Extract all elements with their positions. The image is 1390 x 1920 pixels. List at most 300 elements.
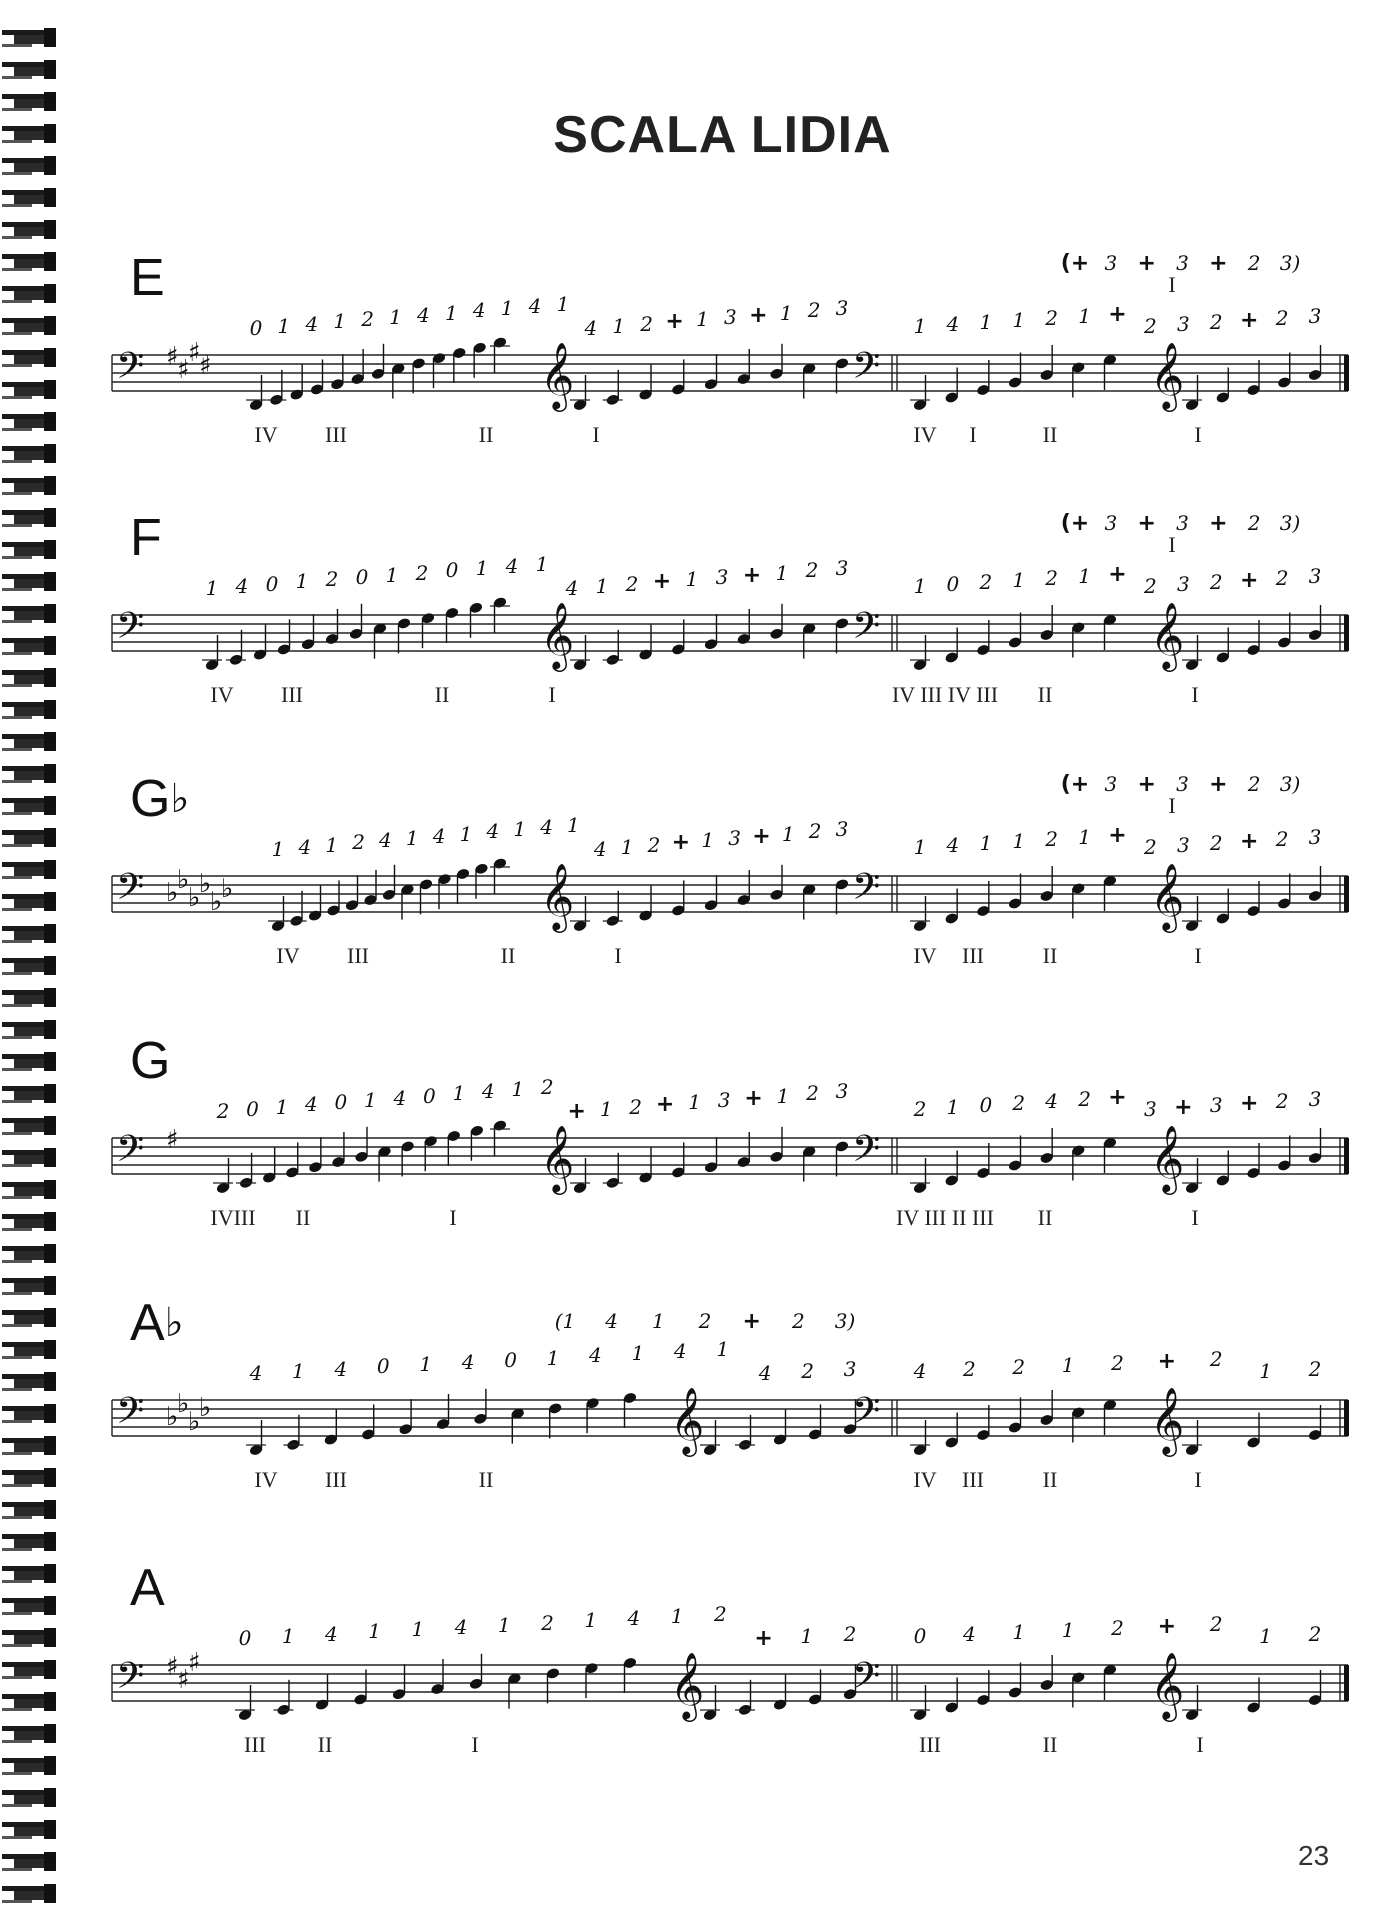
note: [623, 1657, 638, 1693]
note: [1246, 881, 1261, 917]
treble-clef: 𝄞: [1150, 601, 1185, 669]
fingering: +: [1108, 302, 1127, 327]
string-label: II: [478, 1467, 494, 1492]
alternate-fingering: +: [1209, 251, 1228, 276]
note: [1008, 353, 1023, 389]
fingering: 2: [1078, 1087, 1091, 1111]
note: [236, 1153, 256, 1189]
fingering: 2: [808, 819, 822, 843]
alternate-fingering: 3: [1104, 251, 1118, 275]
string-label: I: [614, 943, 622, 968]
string-label: IV: [913, 1467, 937, 1492]
note: [773, 1675, 788, 1711]
page-number: 23: [1298, 1840, 1330, 1871]
note: [308, 886, 323, 922]
flat-sign: ♭: [177, 1389, 190, 1419]
fingering: 4: [946, 833, 960, 857]
note: [603, 891, 623, 927]
fingering: 2: [1012, 1091, 1026, 1115]
note: [213, 1158, 233, 1194]
note: [354, 1127, 369, 1163]
fingering: +: [1108, 562, 1127, 587]
fingering: 2: [1012, 1355, 1026, 1379]
alternate-fingering: (1: [554, 1309, 576, 1333]
note: [423, 1135, 438, 1171]
fingering: 1: [1061, 1618, 1075, 1642]
note: [1182, 896, 1202, 932]
note: [323, 1410, 338, 1446]
flat-sign: ♭: [166, 878, 179, 908]
fingering: 1: [779, 301, 793, 325]
fingering: 2: [805, 558, 819, 582]
note: [1008, 613, 1023, 649]
fingering: 0: [376, 1354, 390, 1378]
fingering: 4: [758, 1361, 772, 1385]
fingering: +: [1174, 1095, 1193, 1120]
note: [371, 344, 386, 380]
note: [391, 362, 406, 398]
fingering: 1: [411, 1617, 425, 1641]
fingering: 4: [379, 828, 392, 852]
note: [773, 1410, 788, 1446]
staff-system: [112, 770, 1349, 968]
note: [910, 375, 930, 411]
fingering: 2: [352, 830, 365, 854]
note: [623, 1392, 638, 1428]
key-label: [130, 1294, 184, 1352]
string-label: I: [1194, 1467, 1202, 1492]
fingering: 3: [1308, 825, 1322, 849]
string-label: II: [478, 422, 494, 447]
note: [802, 883, 817, 919]
fingering: 1: [325, 833, 339, 857]
fingering: 1: [781, 822, 795, 846]
fingering: 0: [946, 572, 960, 596]
string-label: I: [1194, 422, 1202, 447]
fingering: 3: [728, 826, 741, 850]
fingering: 1: [567, 813, 580, 837]
note: [456, 868, 471, 904]
fingering: 4: [325, 1622, 338, 1646]
note: [1308, 866, 1323, 902]
note: [1308, 1128, 1323, 1164]
fingering: 1: [1259, 1359, 1272, 1383]
fingering: 2: [843, 1622, 857, 1646]
bass-clef: 𝄢: [116, 345, 145, 396]
string-label: III: [325, 422, 347, 447]
note: [1103, 354, 1118, 390]
alternate-fingering: 3): [1279, 772, 1301, 796]
fingering: 2: [629, 1095, 643, 1119]
note: [769, 1127, 784, 1163]
fingering: 3: [1176, 833, 1190, 857]
fingering: 1: [775, 561, 789, 585]
fingering: 1: [271, 837, 285, 861]
fingering: 1: [368, 1619, 382, 1643]
fingering: 1: [535, 552, 549, 576]
key-letter: A: [130, 1294, 165, 1352]
fingering: 4: [298, 835, 312, 859]
fingering: 2: [540, 1075, 554, 1099]
note: [1071, 1144, 1086, 1180]
fingering: 1: [776, 1084, 790, 1108]
fingering: +: [1157, 1349, 1177, 1374]
fingering: 1: [1012, 829, 1026, 853]
sharp-sign: ♯: [188, 1648, 201, 1678]
alternate-fingering: 3: [1176, 511, 1189, 535]
string-label: III: [919, 1732, 941, 1757]
note: [1103, 614, 1118, 650]
note: [445, 607, 460, 643]
alternate-fingering: +: [1209, 511, 1228, 536]
note: [1277, 353, 1292, 389]
note: [808, 1404, 823, 1440]
fingering: 4: [454, 1615, 468, 1639]
fingering: +: [1239, 568, 1259, 593]
key-label: [130, 1032, 170, 1090]
fingering: 2: [806, 1081, 819, 1105]
fingering: 2: [1275, 1089, 1289, 1113]
fingering: 1: [599, 1097, 613, 1121]
bass-clef: 𝄢: [116, 1390, 145, 1441]
fingering: 1: [913, 314, 927, 338]
note: [910, 635, 930, 671]
note: [584, 1662, 599, 1698]
string-label: IV: [276, 943, 300, 968]
fingering: 1: [497, 1613, 511, 1637]
treble-clef: 𝄞: [670, 1386, 705, 1454]
note: [473, 1389, 488, 1425]
fingering: 4: [305, 312, 319, 336]
fingering: 4: [528, 294, 542, 318]
key-letter: F: [130, 509, 162, 567]
note: [735, 1680, 755, 1716]
fingering: 2: [1275, 827, 1289, 851]
string-label: IVIII: [210, 1205, 256, 1230]
page-title: SCALA LIDIA: [553, 106, 892, 164]
fingering: 1: [275, 1095, 289, 1119]
fingering: 2: [361, 307, 374, 331]
note: [1008, 1136, 1023, 1172]
note: [802, 362, 817, 398]
fingering: 4: [417, 303, 430, 327]
note: [976, 1670, 991, 1706]
string-label: III: [325, 1467, 347, 1492]
fingering: 4: [486, 819, 500, 843]
note: [1103, 1137, 1118, 1173]
fingering: +: [671, 830, 691, 855]
fingering: 2: [216, 1099, 230, 1123]
fingering: 0: [355, 565, 369, 589]
flat-sign: ♭: [188, 1407, 201, 1437]
note: [1182, 635, 1202, 671]
bass-clef: 𝄢: [852, 866, 881, 917]
bass-clef: 𝄢: [116, 1128, 145, 1179]
fingering: 2: [541, 1611, 554, 1635]
fingering: 2: [1209, 570, 1223, 594]
note: [638, 625, 653, 661]
fingering: 3: [835, 817, 849, 841]
string-label: IV: [254, 1467, 278, 1492]
note: [976, 1143, 991, 1179]
fingering: 1: [979, 831, 993, 855]
note: [1039, 1390, 1054, 1426]
note: [802, 622, 817, 658]
string-label: I: [592, 422, 600, 447]
string-label: III: [962, 1467, 984, 1492]
fingering: +: [749, 303, 768, 328]
fingering: 4: [481, 1079, 495, 1103]
fingering: 1: [1078, 564, 1091, 588]
string-label: IV: [254, 422, 278, 447]
note: [585, 1397, 600, 1433]
note: [671, 880, 686, 916]
note: [1182, 1158, 1202, 1194]
fingering: 1: [1259, 1624, 1272, 1648]
note: [1308, 345, 1323, 381]
alternate-fingering: 3: [1104, 772, 1118, 796]
alternate-fingering: 3): [834, 1309, 856, 1333]
note: [603, 370, 623, 406]
string-label: IV: [913, 943, 937, 968]
fingering: 3: [835, 556, 849, 580]
note: [1071, 1671, 1086, 1707]
fingering: 4: [1045, 1089, 1059, 1113]
alternate-fingering: (+: [1060, 772, 1090, 797]
note: [1039, 605, 1054, 641]
note: [400, 1140, 415, 1176]
note: [1103, 1399, 1118, 1435]
bass-clef: 𝄢: [116, 1655, 145, 1706]
fingering: 3: [1209, 1093, 1223, 1117]
note: [638, 1148, 653, 1184]
note: [671, 619, 686, 655]
fingering: +: [1157, 1614, 1177, 1639]
fingering: 0: [445, 558, 459, 582]
string-label: III: [281, 682, 303, 707]
sharp-sign: ♯: [177, 1665, 190, 1695]
string-label: II: [1037, 682, 1053, 707]
note: [1071, 361, 1086, 397]
note: [910, 1420, 930, 1456]
flat-sign: ♭: [221, 874, 234, 904]
fingering: 2: [1045, 566, 1059, 590]
key-letter: G: [130, 770, 171, 828]
fingering: +: [567, 1099, 586, 1124]
fingering: 0: [913, 1624, 927, 1648]
fingering: 4: [963, 1622, 976, 1646]
fingering: 1: [277, 314, 291, 338]
fingering: +: [1239, 829, 1259, 854]
fingering: 1: [1012, 308, 1026, 332]
fingering: +: [1239, 308, 1259, 333]
fingering: 2: [415, 561, 429, 585]
note: [202, 635, 222, 671]
note: [1008, 874, 1023, 910]
fingering: 1: [979, 310, 993, 334]
fingering: 0: [334, 1090, 348, 1114]
note: [1039, 345, 1054, 381]
fingering: 4: [946, 312, 960, 336]
fingering: +: [1108, 1085, 1127, 1110]
staff-system: [112, 1032, 1349, 1230]
fingering: 4: [432, 824, 446, 848]
note: [671, 359, 686, 395]
fingering: 2: [1308, 1357, 1322, 1381]
note: [808, 1669, 823, 1705]
note: [235, 1685, 255, 1721]
alternate-fingering: 4: [605, 1309, 619, 1333]
fingering: 1: [500, 296, 514, 320]
note: [274, 1680, 294, 1716]
string-label: IV: [913, 422, 937, 447]
key-accidental: ♭: [170, 776, 190, 822]
flat-sign: ♭: [199, 1393, 212, 1423]
fingering: 2: [625, 572, 639, 596]
treble-clef: 𝄞: [1150, 1386, 1185, 1454]
fingering: +: [665, 309, 684, 334]
treble-clef: 𝄞: [670, 1651, 705, 1719]
string-label: I: [1194, 943, 1202, 968]
fingering: +: [1108, 823, 1127, 848]
fingering: 1: [389, 305, 402, 329]
note: [546, 1667, 561, 1703]
note: [432, 352, 447, 388]
key-label: [130, 509, 162, 567]
key-letter: E: [130, 249, 165, 307]
note: [976, 881, 991, 917]
note: [400, 883, 415, 919]
string-label: I: [449, 1205, 457, 1230]
sharp-sign: ♯: [166, 1652, 179, 1682]
flat-sign: ♭: [199, 869, 212, 899]
note: [735, 1415, 755, 1451]
note: [1308, 1670, 1323, 1706]
flat-sign: ♭: [166, 1402, 179, 1432]
fingering: 1: [688, 1090, 701, 1114]
fingering: 1: [444, 301, 458, 325]
note: [910, 896, 930, 932]
string-label: I: [1191, 1205, 1199, 1230]
bass-clef: 𝄢: [852, 1128, 881, 1179]
note: [1039, 1655, 1054, 1691]
treble-clef: 𝄞: [540, 862, 575, 930]
fingering: 1: [333, 309, 347, 333]
note: [1246, 620, 1261, 656]
fingering: 1: [696, 307, 709, 331]
fingering: 4: [461, 1350, 475, 1374]
fingering: 1: [546, 1346, 560, 1370]
fingering: 2: [647, 833, 661, 857]
note: [835, 617, 850, 653]
alternate-fingering: 3): [1279, 511, 1301, 535]
note: [411, 357, 426, 393]
note: [437, 873, 452, 909]
note: [1039, 866, 1054, 902]
fingering: 2: [1308, 1622, 1322, 1646]
fingering: 4: [593, 837, 607, 861]
bass-clef: 𝄢: [852, 605, 881, 656]
fingering: 2: [1045, 306, 1059, 330]
bass-clef: 𝄢: [852, 1390, 881, 1441]
note: [1103, 1664, 1118, 1700]
fingering: 1: [385, 563, 399, 587]
alternate-fingering: 2: [1247, 772, 1261, 796]
note: [246, 1420, 266, 1456]
key-letter: G: [130, 1032, 171, 1090]
fingering: 1: [701, 828, 715, 852]
key-label: [130, 249, 165, 307]
fingering: 2: [1209, 310, 1223, 334]
note: [1308, 1405, 1323, 1441]
note: [1246, 1143, 1261, 1179]
key-label: [130, 770, 189, 828]
staff-system: [112, 509, 1349, 707]
fingering: 4: [472, 298, 486, 322]
fingering: 1: [913, 574, 927, 598]
fingering: +: [1239, 1091, 1259, 1116]
string-label: IV III IV III: [891, 682, 999, 707]
treble-clef: 𝄞: [540, 1124, 575, 1192]
fingering: +: [742, 563, 762, 588]
sharp-sign: ♯: [166, 1125, 179, 1155]
note: [769, 604, 784, 640]
flat-sign: ♭: [210, 887, 223, 917]
sharp-sign: ♯: [199, 351, 212, 381]
note: [253, 625, 268, 661]
fingering: 4: [584, 316, 598, 340]
fingering: 3: [843, 1357, 857, 1381]
fingering: 4: [913, 1359, 927, 1383]
fingering: 2: [1209, 831, 1223, 855]
fingering: 2: [713, 1602, 727, 1626]
alternate-fingering: +: [742, 1309, 761, 1334]
note: [638, 886, 653, 922]
note: [976, 360, 991, 396]
fingering: 1: [1012, 568, 1026, 592]
alternate-string-label: I: [1168, 532, 1176, 557]
note: [310, 359, 325, 395]
fingering: 1: [511, 1077, 525, 1101]
note: [1039, 1128, 1054, 1164]
fingering: 1: [1078, 304, 1091, 328]
alternate-fingering: 3): [1279, 251, 1301, 275]
string-label: II: [295, 1205, 311, 1230]
note: [283, 1415, 303, 1451]
string-label: II: [434, 682, 450, 707]
note: [835, 878, 850, 914]
fingering: 1: [281, 1624, 295, 1648]
note: [1008, 1398, 1023, 1434]
staff-system: [112, 249, 1349, 447]
alternate-fingering: 3: [1104, 511, 1118, 535]
note: [377, 1145, 392, 1181]
fingering: 4: [540, 815, 553, 839]
fingering: 3: [1144, 1097, 1157, 1121]
note: [268, 896, 288, 932]
fingering: +: [652, 569, 672, 594]
fingering: 1: [1012, 1620, 1026, 1644]
note: [976, 1405, 991, 1441]
alternate-fingering: +: [1209, 772, 1228, 797]
fingering: 4: [235, 574, 249, 598]
bass-clef: 𝄢: [116, 866, 145, 917]
fingering: 2: [1144, 574, 1157, 598]
note: [289, 365, 304, 401]
fingering: 4: [305, 1092, 318, 1116]
note: [285, 1142, 300, 1178]
treble-clef: 𝄞: [1150, 341, 1185, 409]
